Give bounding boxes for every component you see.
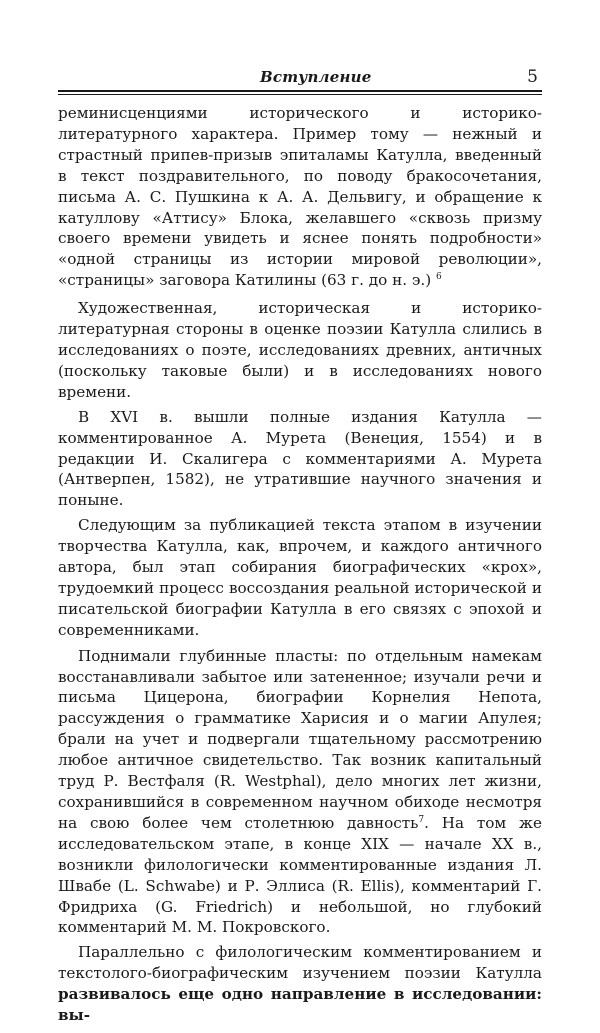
paragraph-3-text: В XVI в. вышли полные издания Катулла — комментированное А. Мурета (Венеция, 1554) и в редакции И. Скалигера с комментариями А. Мурета (Антверпен, 1582), не утратившие научного значения и поныне.	[58, 407, 542, 510]
paragraph-5-text-after: . На том же исследовательском этапе, в конце XIX — начале XX в., возникли филологически комментированные издания Л. Швабе (L. Schwabe) и Р. Эллиса (R. Ellis), комментарий Г. Фридриха (G. Friedrich) и небольшой, но глубокий комментарий М. М. Покровского.	[58, 813, 543, 937]
paragraph-2-text: Художественная, историческая и историко-литературная стороны в оценке поэзии Катулла слились в исследованиях о поэте, исследованиях древних, античных (поскольку таковые были) и в исследованиях нового времени.	[58, 299, 542, 401]
body-text	[58, 103, 542, 1026]
book-page	[58, 64, 542, 1033]
paragraph-4-text: Следующим за публикацией текста этапом в изучении творчества Катулла, как, впрочем, и каждого античного автора, был этап собирания биографических «крох», трудоемкий процесс воссоздания реальной исторической и писательской биографии Катулла в его связях с эпохой и современниками.	[58, 516, 542, 639]
paragraph-1-text: реминисценциями исторического и историко-литературного характера. Пример тому — нежный и страстный припев-призыв эпиталамы Катулла, введенный в текст поздравительного, по поводу бракосочетания, письма А. С. Пушкина к А. А. Дельвигу, и обращение к катуллову «Аттису» Блока, желавшего «сквозь призму своего времени увидеть и яснее понять подробности» «одной страницы из истории мировой революции», «страницы» заговора Катилины (63 г. до н. э.)	[58, 104, 542, 290]
paragraph-6-bold-text: развивалось еще одно направление в исследовании: вы-	[58, 985, 542, 1025]
page-header	[58, 64, 542, 88]
page-number: 5	[527, 67, 538, 87]
header-rule	[58, 90, 542, 95]
paragraph-2	[58, 298, 542, 403]
footnote-ref-6: 6	[435, 272, 442, 283]
paragraph-5-text-before: Поднимали глубинные пласты: по отдельным намекам восстанавливали забытое или затененное; изучали речи и письма Цицерона, биографии Корнелия Непота, рассуждения о грамматике Харисия и о магии Апулея; брали на учет и подвергали тщательному рассмотрению любое античное свидетельство. Так возник капитальный труд Р. Вестфаля (R. Westphal), дело многих лет жизни, сохранившийся в современном научном обиходе несмотря на свою более чем столетнюю давность	[58, 646, 542, 832]
running-title: Вступление	[260, 68, 372, 86]
paragraph-3	[58, 407, 542, 512]
paragraph-4	[58, 515, 542, 640]
paragraph-5	[58, 646, 542, 939]
paragraph-6-text: Параллельно с филологическим комментированием и текстолого-биографическим изучением поэзии Катулла	[58, 943, 542, 983]
paragraph-1	[58, 103, 542, 291]
paragraph-6	[58, 942, 542, 1026]
footnote-ref-7: 7	[418, 814, 425, 825]
